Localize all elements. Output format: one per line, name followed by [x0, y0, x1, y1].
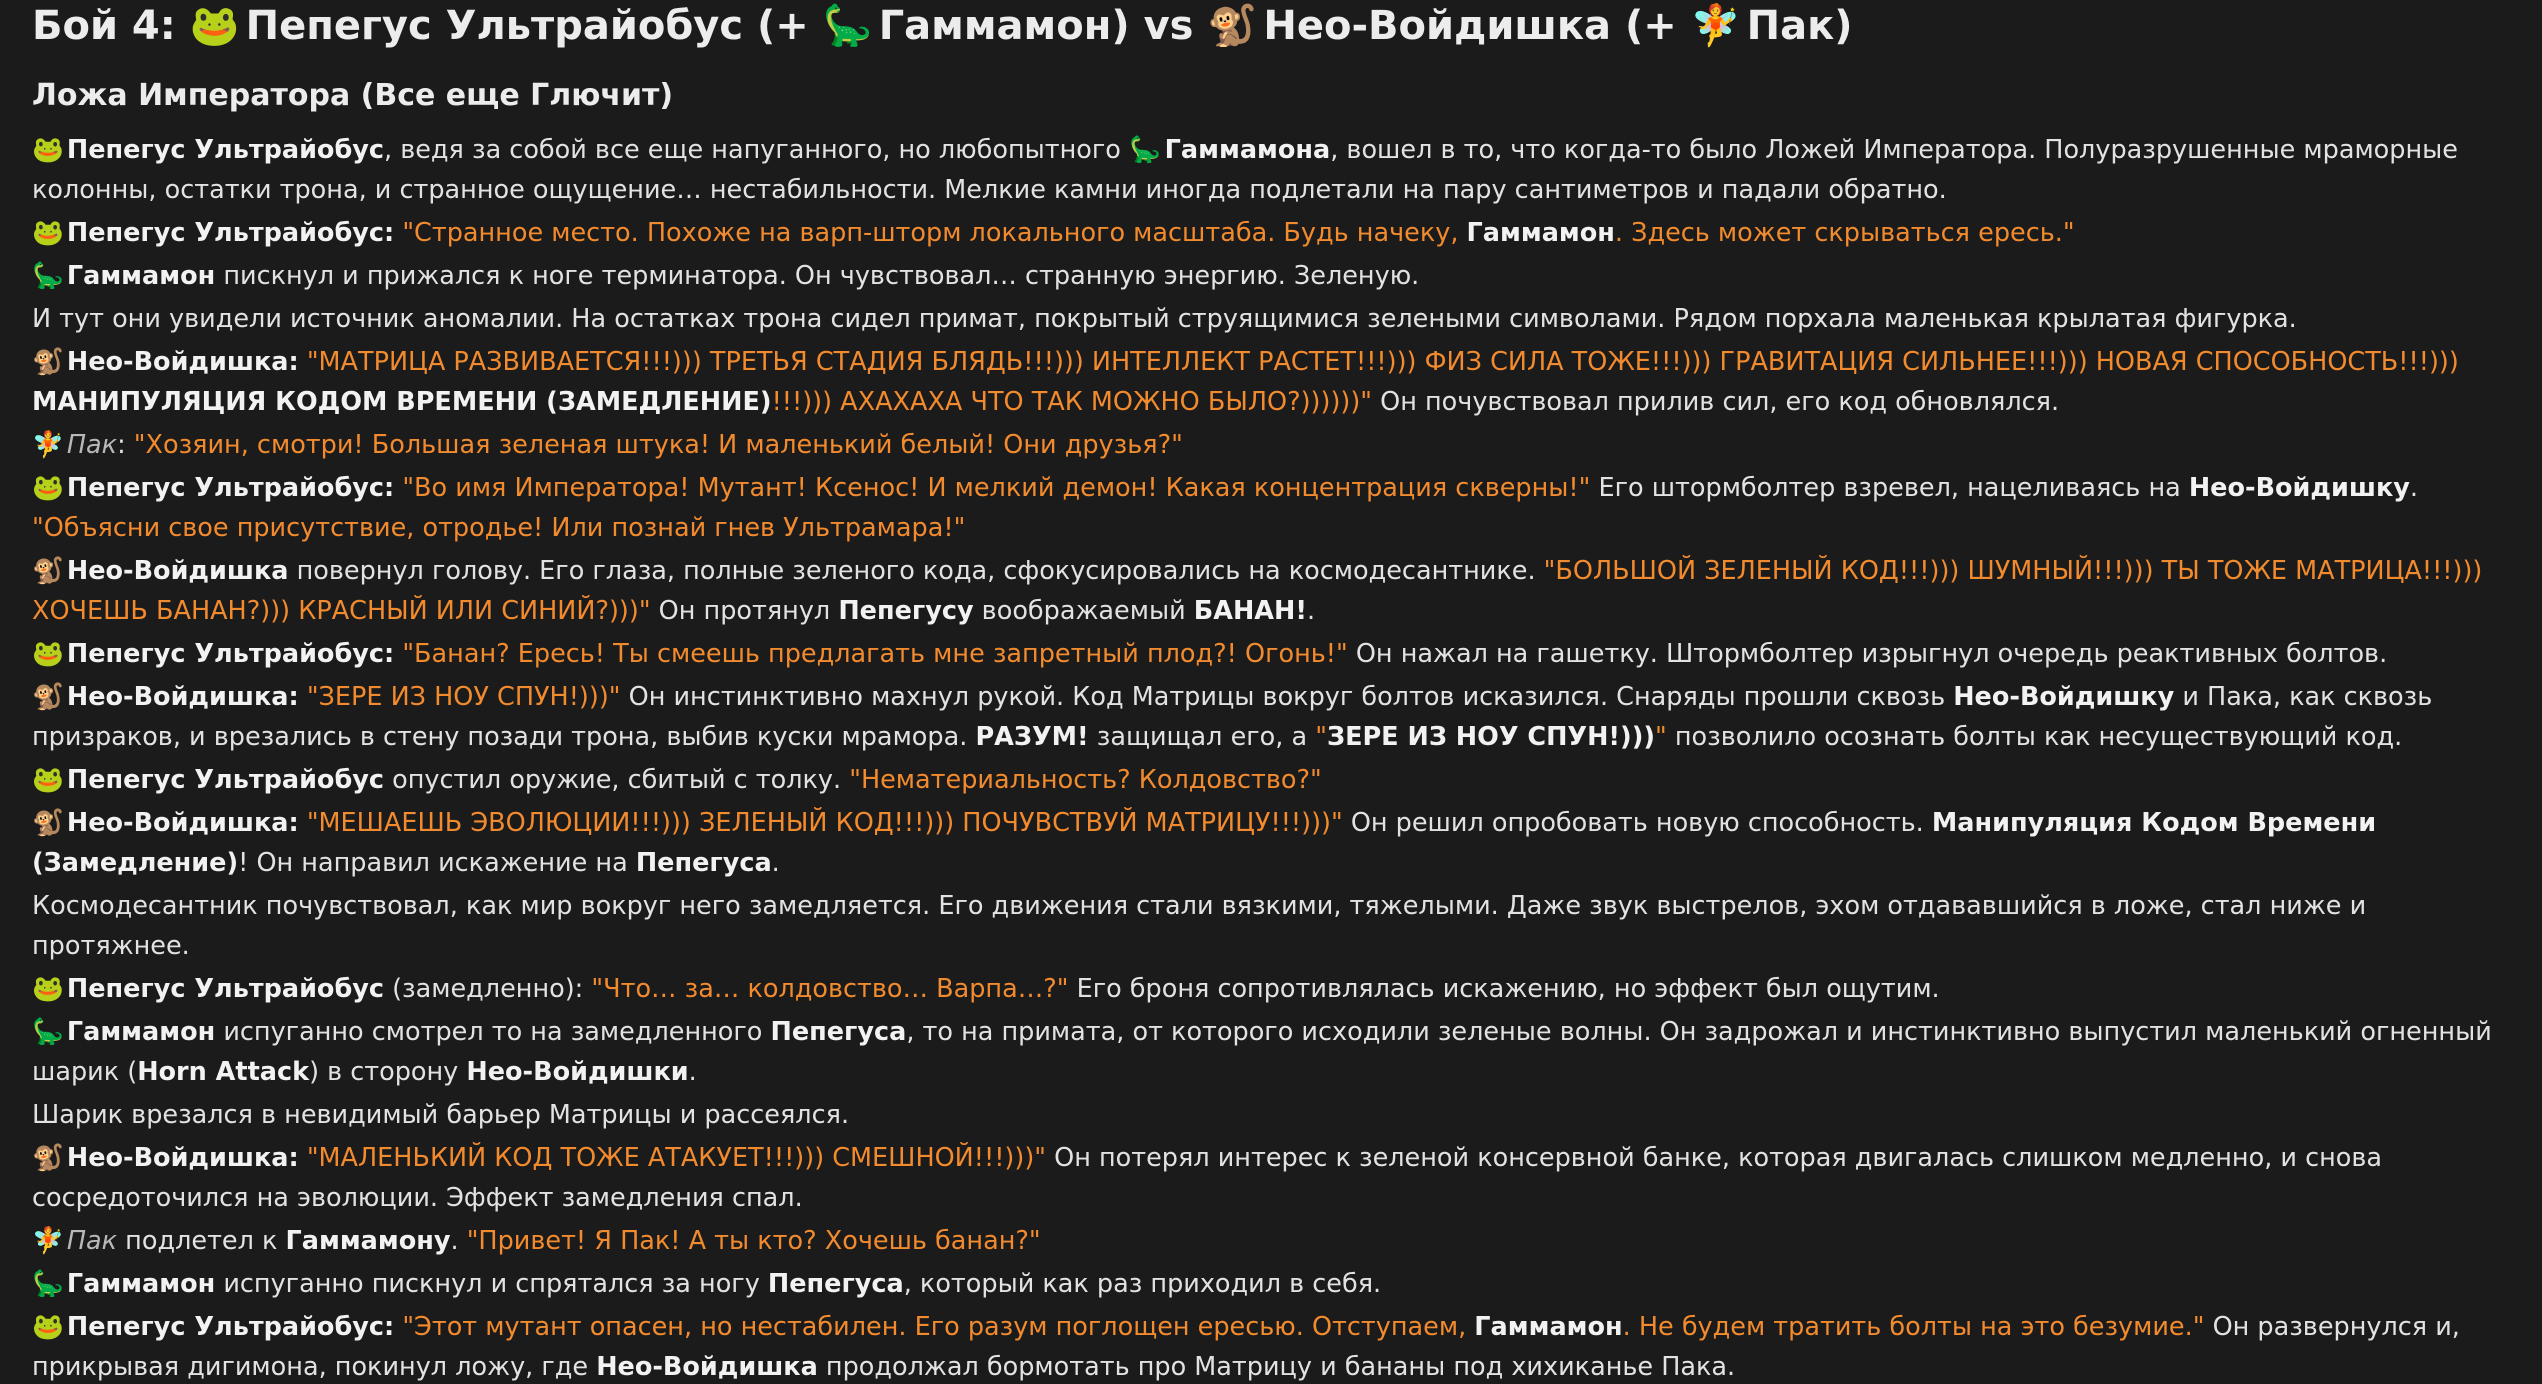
character-name: Пепегус Ультрайобус: [66, 218, 395, 248]
dialogue-quote: "Странное место. Похоже на варп-шторм локального масштаба. Будь начеку, [402, 218, 1467, 248]
narration-text: Он развернулся и, прикрывая дигимона, покинул ложу, где [32, 1312, 2460, 1382]
narration-text: Он решил опробовать новую способность. [1342, 808, 1932, 838]
narration-text: , который как раз приходил в себя. [903, 1269, 1382, 1299]
dialogue-quote: !!!))) АХАХАХА ЧТО ТАК МОЖНО БЫЛО?))))))" [771, 387, 1373, 417]
narration-text: позволило осознать болты как несуществующий код. [1666, 722, 2403, 752]
character-name: Пепегус Ультрайобус [66, 765, 384, 795]
battle-title [32, 0, 2510, 50]
narration-text: и Пака, как сквозь призраков, и врезались в стену позади трона, выбив куски мрамора. [32, 682, 2433, 752]
dialogue-quote: "Объясни свое присутствие, отродье! Или познай гнев Ультрамара!" [32, 513, 966, 543]
frog-icon: 🐸 [32, 974, 64, 1004]
narration-text: пискнул и прижался к ноге терминатора. Он чувствовал… странную энергию. Зеленую. [215, 261, 1420, 291]
frog-icon: 🐸 [32, 1312, 64, 1342]
narration-text: : [117, 430, 134, 460]
ally2-open: (+ [1624, 3, 1677, 49]
fighter2-name: Нео-Войдишка [1263, 3, 1611, 49]
character-name: РАЗУМ! [975, 722, 1089, 752]
story-body [32, 130, 2510, 1384]
monkey-icon: 🐒 [32, 1143, 64, 1173]
monkey-icon: 🐒 [32, 682, 64, 712]
dialogue-quote: "МАТРИЦА РАЗВИВАЕТСЯ!!!))) ТРЕТЬЯ СТАДИЯ БЛЯДЬ!!!))) ИНТЕЛЛЕКТ РАСТЕТ!!!))) ФИЗ СИЛА ТОЖЕ!!!))) ГРАВИТАЦИЯ СИЛЬНЕЕ!!!))) НОВАЯ СПОСОБНОСТЬ!!!))) [306, 347, 2459, 377]
gammamon-icon: 🦕 [32, 1269, 64, 1299]
story-paragraph [32, 1264, 2510, 1304]
character-name: Нео-Войдишка: [66, 1143, 299, 1173]
gammamon-icon: 🦕 [32, 1017, 64, 1047]
narration-text: Его штормболтер взревел, нацеливаясь на [1590, 473, 2189, 503]
frog-icon: 🐸 [32, 218, 64, 248]
character-name: Манипуляция Кодом Времени (Замедление) [32, 808, 2377, 878]
dialogue-emphasis: Гаммамон [1474, 1312, 1623, 1342]
story-paragraph [32, 760, 2510, 800]
character-name: Гаммамон [66, 1269, 216, 1299]
narration-text: ! Он направил искажение на [238, 848, 636, 878]
narration-text: Шарик врезался в невидимый барьер Матрицы и рассеялся. [32, 1100, 850, 1130]
dialogue-quote: "ЗЕРЕ ИЗ НОУ СПУН!)))" [306, 682, 621, 712]
narration-text: испуганно пискнул и спрятался за ногу [215, 1269, 768, 1299]
narration-text: , ведя за собой все еще напуганного, но любопытного [384, 135, 1130, 165]
dialogue-quote [32, 387, 772, 417]
character-name: Гаммамону [285, 1226, 451, 1256]
monkey-icon: 🐒 [1207, 3, 1258, 49]
versus-label: vs [1143, 3, 1194, 49]
story-paragraph [32, 1138, 2510, 1218]
dialogue-quote [1327, 722, 1655, 752]
monkey-icon: 🐒 [32, 556, 64, 586]
ally2-name: Пак) [1746, 3, 1853, 49]
frog-icon: 🐸 [189, 3, 240, 49]
narration-text: (замедленно): [384, 974, 592, 1004]
frog-icon: 🐸 [32, 473, 64, 503]
character-name: Гаммамон [66, 1017, 216, 1047]
story-paragraph [32, 1095, 2510, 1135]
character-name-italic: Пак [66, 1226, 118, 1256]
narration-text: продолжал бормотать про Матрицу и бананы под хихиканье Пака. [817, 1352, 1736, 1382]
story-paragraph [32, 1012, 2510, 1092]
fighter1-name: Пепегус Ультрайобус [245, 3, 744, 49]
character-name: Гаммамон [66, 261, 216, 291]
story-paragraph [32, 886, 2510, 966]
dialogue-emphasis: МАНИПУЛЯЦИЯ КОДОМ ВРЕМЕНИ (ЗАМЕДЛЕНИЕ) [32, 387, 772, 417]
narration-text: Он протянул [650, 596, 839, 626]
character-name: Пепегус Ультрайобус [66, 974, 384, 1004]
character-name: Пепегуса [767, 1269, 904, 1299]
narration-text: Он нажал на гашетку. Штормболтер изрыгнул очередь реактивных болтов. [1347, 639, 2388, 669]
character-name: Нео-Войдишку [2188, 473, 2410, 503]
dialogue-quote: "МЕШАЕШЬ ЭВОЛЮЦИИ!!!))) ЗЕЛЕНЫЙ КОД!!!))) ПОЧУВСТВУЙ МАТРИЦУ!!!)))" [306, 808, 1343, 838]
dialogue-quote: "Что… за… колдовство… Варпа…?" [591, 974, 1069, 1004]
narration-text: Космодесантник почувствовал, как мир вокруг него замедляется. Его движения стали вязкими, тяжелыми. Даже звук выстрелов, эхом отдававшийся в ложе, стал ниже и протяжнее. [32, 891, 2367, 961]
character-name: Нео-Войдишка: [66, 347, 299, 377]
narration-text: , вошел в то, что когда-то было Ложей Императора. Полуразрушенные мраморные колонны, остатки трона, и странное ощущение… нестабильности. Мелкие камни иногда подлетали на пару сантиметров и падали обратно. [32, 135, 2458, 205]
gammamon-icon: 🦕 [1129, 135, 1161, 165]
narration-text [299, 1143, 307, 1173]
character-name: Нео-Войдишку [1953, 682, 2175, 712]
narration-text: , то на примата, от которого исходили зеленые волны. Он задрожал и инстинктивно выпустил маленький огненный шарик ( [32, 1017, 2492, 1087]
dialogue-quote: . Здесь может скрываться ересь." [1614, 218, 2075, 248]
dialogue-quote [1467, 218, 1615, 248]
narration-text: Он почувствовал прилив сил, его код обновлялся. [1372, 387, 2060, 417]
frog-icon: 🐸 [32, 765, 64, 795]
narration-text: . [1307, 596, 1316, 626]
narration-text: защищал его, а [1088, 722, 1316, 752]
section-title: Ложа Императора (Все еще Глючит) [32, 78, 674, 113]
story-paragraph [32, 256, 2510, 296]
dialogue-quote: " [1315, 722, 1327, 752]
pak-icon: 🧚 [32, 1226, 64, 1256]
character-name: Нео-Войдишка: [66, 682, 299, 712]
dialogue-quote [1474, 1312, 1622, 1342]
narration-text: . [2409, 473, 2418, 503]
gammamon-icon: 🦕 [32, 261, 64, 291]
story-paragraph [32, 803, 2510, 883]
narration-text [299, 808, 307, 838]
character-name: Нео-Войдишка: [66, 808, 299, 838]
ally1-open: (+ [757, 3, 809, 49]
story-paragraph [32, 969, 2510, 1009]
narration-text: . [688, 1057, 697, 1087]
dialogue-quote: "МАЛЕНЬКИЙ КОД ТОЖЕ АТАКУЕТ!!!))) СМЕШНОЙ!!!)))" [306, 1143, 1047, 1173]
dialogue-quote: . Не будем тратить болты на это безумие." [1622, 1312, 2205, 1342]
character-name: Пепегус Ультрайобус [66, 135, 384, 165]
ally1-name: Гаммамон) [878, 3, 1130, 49]
dialogue-emphasis: Гаммамон [1466, 218, 1615, 248]
pak-icon: 🧚 [1690, 3, 1741, 49]
character-name: Пепегус Ультрайобус: [66, 473, 395, 503]
dialogue-quote: "БОЛЬШОЙ ЗЕЛЕНЫЙ КОД!!!))) ШУМНЫЙ!!!))) ТЫ ТОЖЕ МАТРИЦА!!!))) ХОЧЕШЬ БАНАН?))) КРАСНЫЙ ИЛИ СИНИЙ?)))" [32, 556, 2483, 626]
character-name: Гаммамона [1155, 135, 1331, 165]
character-name: Пепегуса [770, 1017, 907, 1047]
dialogue-quote: "Банан? Ересь! Ты смеешь предлагать мне запретный плод?! Огонь!" [402, 639, 1348, 669]
dialogue-quote: "Привет! Я Пак! А ты кто? Хочешь банан?" [466, 1226, 1041, 1256]
narration-text: . [450, 1226, 467, 1256]
character-name: Пепегусу [838, 596, 974, 626]
dialogue-quote: "Нематериальность? Колдовство?" [849, 765, 1322, 795]
character-name: Horn Attack [137, 1057, 310, 1087]
narration-text: подлетел к [117, 1226, 286, 1256]
narration-text: воображаемый [973, 596, 1194, 626]
pak-icon: 🧚 [32, 430, 64, 460]
narration-text [299, 347, 307, 377]
story-paragraph [32, 551, 2510, 631]
story-paragraph [32, 342, 2510, 422]
narration-text: И тут они увидели источник аномалии. На остатках трона сидел примат, покрытый струящимися зелеными символами. Рядом порхала маленькая крылатая фигурка. [32, 304, 2297, 334]
dialogue-quote: "Этот мутант опасен, но нестабилен. Его разум поглощен ересью. Отступаем, [402, 1312, 1475, 1342]
character-name: БАНАН! [1193, 596, 1308, 626]
story-paragraph [32, 468, 2510, 548]
dialogue-quote: " [1655, 722, 1667, 752]
narration-text: опустил оружие, сбитый с толку. [384, 765, 850, 795]
character-name-italic: Пак [66, 430, 118, 460]
dialogue-quote: "Во имя Императора! Мутант! Ксенос! И мелкий демон! Какая концентрация скверны!" [402, 473, 1591, 503]
narration-text [299, 682, 307, 712]
story-paragraph [32, 1307, 2510, 1384]
frog-icon: 🐸 [32, 135, 64, 165]
title-prefix: Бой 4: [32, 3, 176, 49]
character-name: Нео-Войдишка [596, 1352, 818, 1382]
narration-text: Он потерял интерес к зеленой консервной банке, которая двигалась слишком медленно, и снова сосредоточился на эволюции. Эффект замедления спал. [32, 1143, 2383, 1213]
story-paragraph [32, 425, 2510, 465]
character-name: Пепегус Ультрайобус: [66, 639, 395, 669]
story-paragraph [32, 299, 2510, 339]
narration-text: испуганно смотрел то на замедленного [215, 1017, 771, 1047]
story-paragraph [32, 677, 2510, 757]
dialogue-emphasis: ЗЕРЕ ИЗ НОУ СПУН!))) [1326, 722, 1656, 752]
frog-icon: 🐸 [32, 639, 64, 669]
dialogue-quote: "Хозяин, смотри! Большая зеленая штука! И маленький белый! Они друзья?" [133, 430, 1183, 460]
story-paragraph [32, 1221, 2510, 1261]
story-paragraph [32, 130, 2510, 210]
narration-text: повернул голову. Его глаза, полные зеленого кода, сфокусировались на космодесантнике. [288, 556, 1544, 586]
narration-text: . [771, 848, 780, 878]
story-paragraph [32, 634, 2510, 674]
story-paragraph [32, 213, 2510, 253]
monkey-icon: 🐒 [32, 808, 64, 838]
narration-text: Он инстинктивно махнул рукой. Код Матрицы вокруг болтов исказился. Снаряды прошли сквозь [620, 682, 1954, 712]
narration-text: Его броня сопротивлялась искажению, но эффект был ощутим. [1068, 974, 1940, 1004]
character-name: Нео-Войдишки [466, 1057, 689, 1087]
character-name: Пепегус Ультрайобус: [66, 1312, 395, 1342]
gammamon-icon: 🦕 [822, 3, 873, 49]
narration-text: ) в сторону [309, 1057, 467, 1087]
character-name: Пепегуса [635, 848, 772, 878]
monkey-icon: 🐒 [32, 347, 64, 377]
character-name: Нео-Войдишка [66, 556, 289, 586]
